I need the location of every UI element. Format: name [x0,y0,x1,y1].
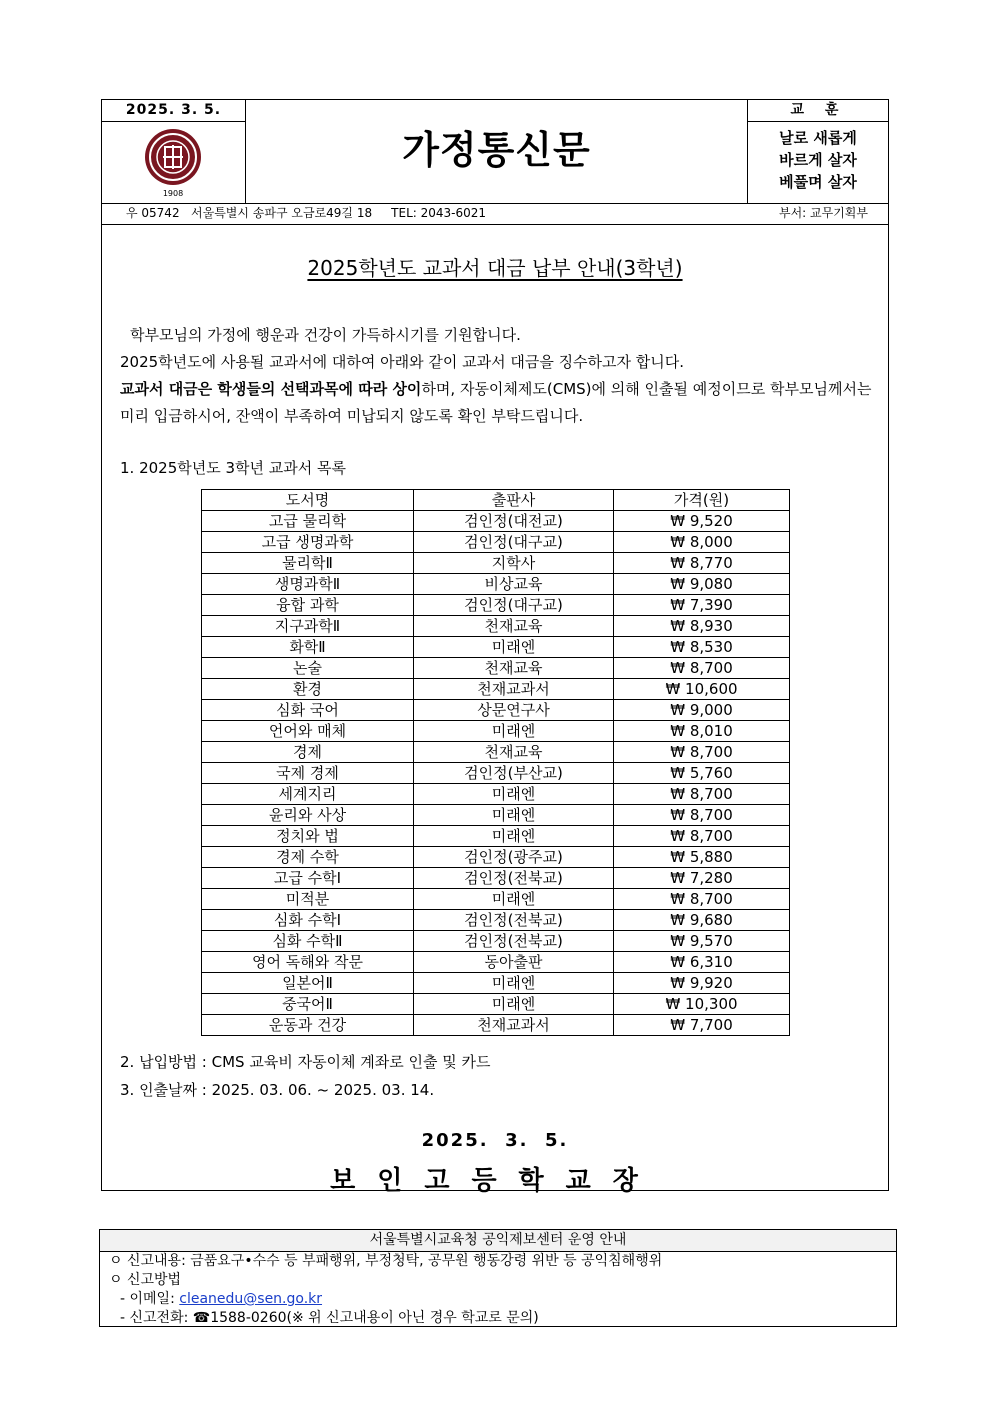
table-row [202,994,790,1015]
book-title: 고급 물리학 [202,511,414,532]
table-row [202,742,790,763]
book-title: 심화 수학Ⅱ [202,931,414,952]
table-row [202,973,790,994]
book-title: 언어와 매체 [202,721,414,742]
publisher: 동아출판 [414,952,614,973]
publisher: 비상교육 [414,574,614,595]
department: 부서: 교무기획부 [778,206,868,220]
notice-bold: 교과서 대금은 학생들의 선택과목에 따라 상이 [120,380,422,398]
price: ₩ 7,280 [614,868,790,889]
publisher: 천재교과서 [414,679,614,700]
payment-method: 2. 납입방법 : CMS 교육비 자동이체 계좌로 인출 및 카드 [120,1053,491,1071]
book-title: 심화 수학Ⅰ [202,910,414,931]
footer-notice [99,1229,897,1327]
sign-date: 2025. 3. 5. [421,1130,569,1151]
publisher: 검인정(대구교) [414,532,614,553]
price: ₩ 8,000 [614,532,790,553]
price: ₩ 9,000 [614,700,790,721]
table-row [202,532,790,553]
table-row [202,574,790,595]
header [102,100,888,204]
book-title: 세계지리 [202,784,414,805]
document-title: 2025학년도 교과서 대금 납부 안내(3학년) [307,256,683,280]
header-publisher: 출판사 [414,490,614,511]
book-title: 융합 과학 [202,595,414,616]
table-row [202,826,790,847]
table-row [202,511,790,532]
price: ₩ 8,700 [614,784,790,805]
book-title: 경제 [202,742,414,763]
price: ₩ 7,390 [614,595,790,616]
logo-year: 1908 [162,189,184,198]
book-title: 물리학Ⅱ [202,553,414,574]
publisher: 검인정(대전교) [414,511,614,532]
publisher: 검인정(부산교) [414,763,614,784]
purpose: 2025학년도에 사용될 교과서에 대하여 아래와 같이 교과서 대금을 징수하고자 합니다. [120,353,685,371]
publisher: 미래엔 [414,826,614,847]
publisher: 미래엔 [414,784,614,805]
publisher: 천재교육 [414,658,614,679]
book-title: 국제 경제 [202,763,414,784]
email-link[interactable]: cleanedu@sen.go.kr [179,1291,323,1307]
notice [120,376,880,430]
book-title: 고급 생명과학 [202,532,414,553]
price: ₩ 8,010 [614,721,790,742]
price: ₩ 7,700 [614,1015,790,1036]
table-row [202,721,790,742]
price: ₩ 10,300 [614,994,790,1015]
school-address: 우 05742 서울특별시 송파구 오금로49길 18 TEL: 2043-6021 [126,206,487,220]
address-bar [102,203,888,225]
table-row [202,784,790,805]
table-row [202,868,790,889]
book-title: 경제 수학 [202,847,414,868]
table-header-row [202,490,790,511]
publisher: 검인정(전북교) [414,868,614,889]
price: ₩ 6,310 [614,952,790,973]
price: ₩ 9,680 [614,910,790,931]
table-row [202,805,790,826]
book-title: 중국어Ⅱ [202,994,414,1015]
school-emblem-icon [102,121,245,203]
footer-title: 서울특별시교육청 공익제보센터 운영 안내 [100,1230,896,1252]
book-title: 지구과학Ⅱ [202,616,414,637]
school-logo [102,121,246,203]
withdrawal-date: 3. 인출날짜 : 2025. 03. 06. ~ 2025. 03. 14. [120,1081,435,1099]
table-row [202,679,790,700]
price: ₩ 8,530 [614,637,790,658]
body-text [120,322,880,430]
publisher: 미래엔 [414,973,614,994]
price: ₩ 5,880 [614,847,790,868]
section-1-heading: 1. 2025학년도 3학년 교과서 목록 [120,459,347,477]
book-title: 논술 [202,658,414,679]
table-row [202,637,790,658]
table-row [202,889,790,910]
book-title: 생명과학Ⅱ [202,574,414,595]
price: ₩ 9,080 [614,574,790,595]
table-row [202,1015,790,1036]
price: ₩ 8,700 [614,826,790,847]
publisher: 미래엔 [414,721,614,742]
greeting: 학부모님의 가정에 행운과 건강이 가득하시기를 기원합니다. [130,326,521,344]
motto-label: 교 훈 [747,100,889,122]
header-price: 가격(원) [614,490,790,511]
book-title: 심화 국어 [202,700,414,721]
table-row [202,700,790,721]
motto-line: 날로 새롭게 [779,129,857,147]
price: ₩ 9,570 [614,931,790,952]
publisher: 상문연구사 [414,700,614,721]
publisher: 미래엔 [414,994,614,1015]
header-title: 도서명 [202,490,414,511]
book-title: 영어 독해와 작문 [202,952,414,973]
price: ₩ 8,930 [614,616,790,637]
price: ₩ 8,700 [614,889,790,910]
issue-date: 2025. 3. 5. [102,100,246,122]
price: ₩ 8,770 [614,553,790,574]
publisher: 천재교육 [414,616,614,637]
motto-line: 바르게 살자 [779,151,857,169]
motto-line: 베풀며 살자 [779,173,857,191]
table-row [202,553,790,574]
publisher: 검인정(대구교) [414,595,614,616]
footer-report-content: ㅇ 신고내용: 금품요구•수수 등 부패행위, 부정청탁, 공무원 행동강령 위반 등 공익침해행위 [109,1253,663,1269]
publisher: 검인정(전북교) [414,910,614,931]
price: ₩ 9,520 [614,511,790,532]
school-motto [747,122,888,203]
publisher: 검인정(전북교) [414,931,614,952]
principal-signature: 보인고등학교장 [330,1166,660,1196]
email-label: - 이메일: [120,1291,180,1307]
footer-report-method: ㅇ 신고방법 [109,1272,182,1288]
publisher: 천재교과서 [414,1015,614,1036]
table-row [202,910,790,931]
price: ₩ 9,920 [614,973,790,994]
book-title: 정치와 법 [202,826,414,847]
book-title: 윤리와 사상 [202,805,414,826]
publisher: 검인정(광주교) [414,847,614,868]
price: ₩ 8,700 [614,742,790,763]
table-row [202,616,790,637]
table-row [202,931,790,952]
table-row [202,658,790,679]
textbook-table-body [202,490,790,1036]
book-title: 일본어Ⅱ [202,973,414,994]
newsletter-title: 가정통신문 [402,128,591,172]
price: ₩ 8,700 [614,805,790,826]
notice-rest: 하며, 자동이체제도(CMS)에 의해 인출될 예정이므로 학부모님께서는 미리 입금하시어, 잔액이 부족하여 미납되지 않도록 확인 부탁드립니다. [120,380,872,425]
publisher: 미래엔 [414,805,614,826]
price: ₩ 5,760 [614,763,790,784]
table-row [202,595,790,616]
publisher: 지학사 [414,553,614,574]
publisher: 미래엔 [414,637,614,658]
table-row [202,847,790,868]
table-row [202,952,790,973]
price: ₩ 8,700 [614,658,790,679]
table-row [202,763,790,784]
textbook-table [201,489,790,1036]
publisher: 미래엔 [414,889,614,910]
footer-phone: - 신고전화: ☎1588-0260(※ 위 신고내용이 아닌 경우 학교로 문의) [120,1310,539,1326]
book-title: 고급 수학Ⅰ [202,868,414,889]
payment-info [120,1048,491,1104]
book-title: 미적분 [202,889,414,910]
book-title: 운동과 건강 [202,1015,414,1036]
price: ₩ 10,600 [614,679,790,700]
footer-email-line [100,1290,896,1309]
book-title: 화학Ⅱ [202,637,414,658]
publisher: 천재교육 [414,742,614,763]
book-title: 환경 [202,679,414,700]
document-frame [101,99,889,1196]
